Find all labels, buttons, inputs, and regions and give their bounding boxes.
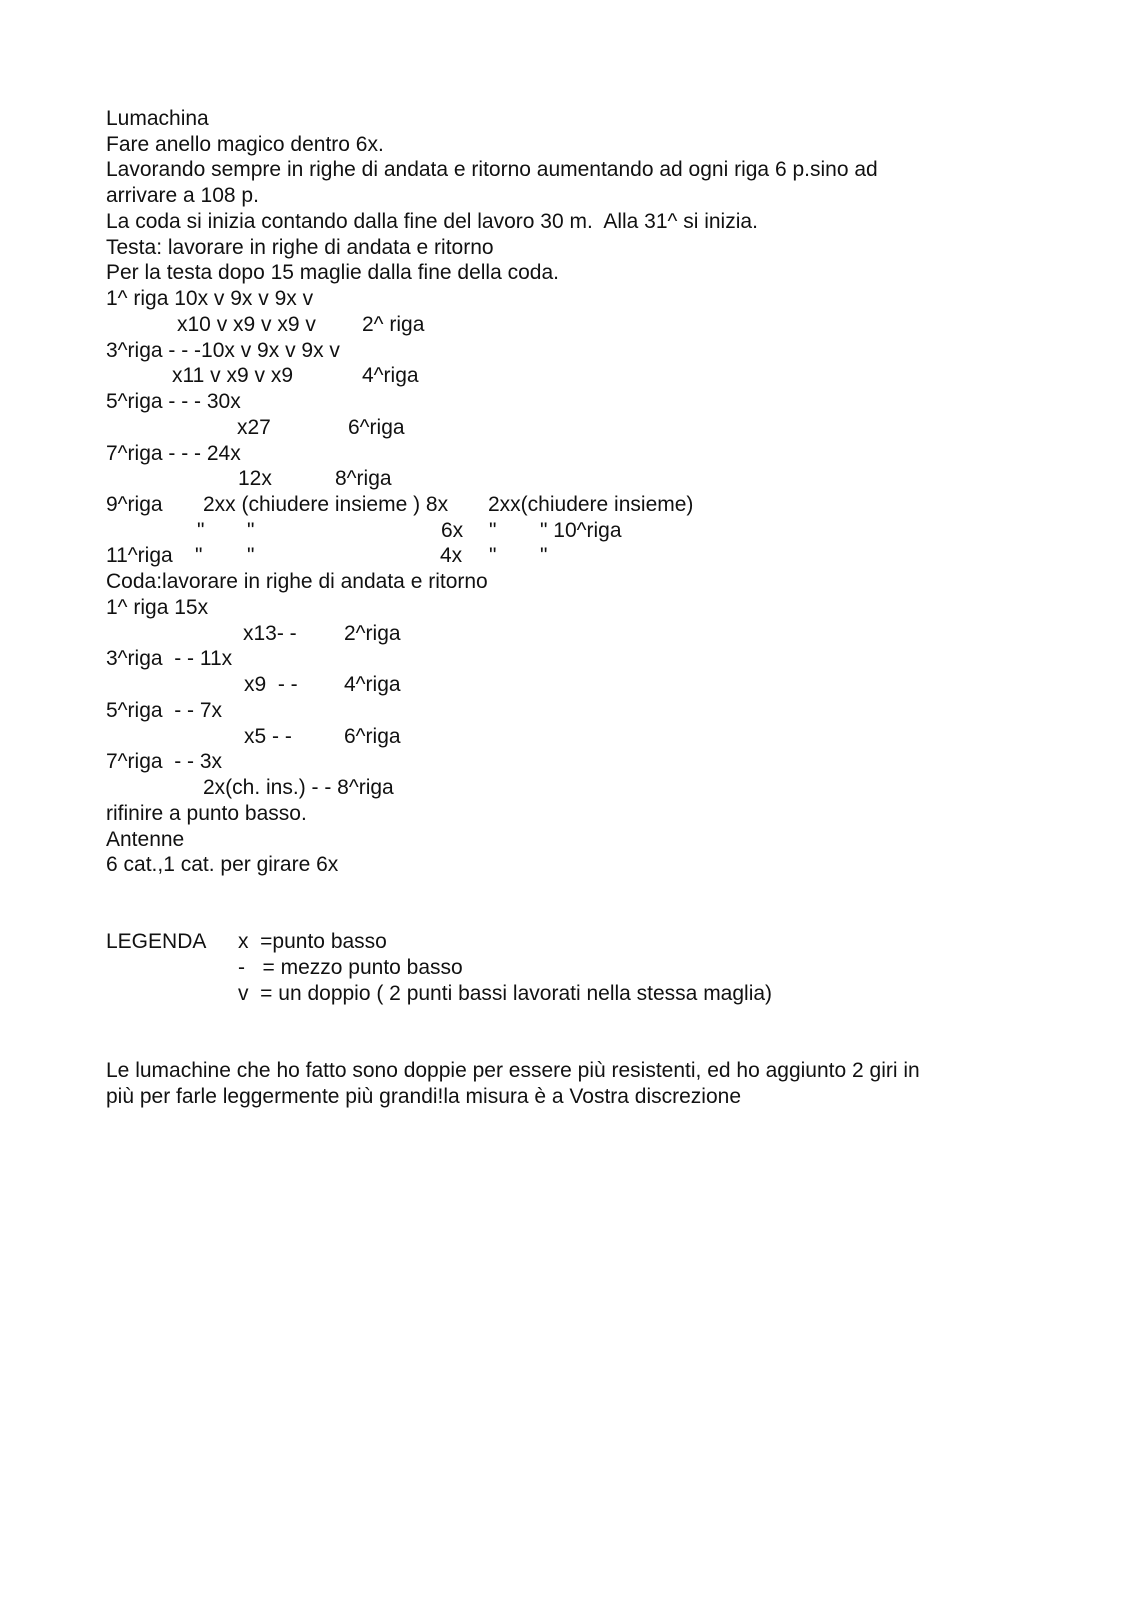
tail-row-1: 1^ riga 15x [106, 596, 209, 619]
intro-line: Testa: lavorare in righe di andata e ritorno [106, 236, 494, 259]
ditto-mark: " [247, 519, 255, 542]
ditto-mark: " [540, 544, 548, 567]
tail-heading: Coda:lavorare in righe di andata e ritorno [106, 570, 488, 593]
head-row-2-stitches: x10 v x9 v x9 v [177, 313, 316, 336]
head-row-9-part-a: 2xx (chiudere insieme ) 8x [203, 493, 449, 516]
head-row-9-part-b: 2xx(chiudere insieme) [488, 493, 694, 516]
head-row-6-stitches: x27 [237, 416, 271, 439]
tail-row-2-stitches: x13- - [243, 622, 297, 645]
tail-row-6-label: 6^riga [344, 725, 401, 748]
head-row-9-label: 9^riga [106, 493, 163, 516]
antennae-heading: Antenne [106, 828, 185, 851]
intro-line: Per la testa dopo 15 maglie dalla fine della coda. [106, 261, 559, 284]
head-row-8-label: 8^riga [335, 467, 392, 490]
head-row-1: 1^ riga 10x v 9x v 9x v [106, 287, 314, 310]
intro-line: arrivare a 108 p. [106, 184, 259, 207]
head-row-8-stitches: 12x [238, 467, 272, 490]
finish-line: rifinire a punto basso. [106, 802, 307, 825]
head-row-10-label: " 10^riga [540, 519, 622, 542]
head-row-6-label: 6^riga [348, 416, 405, 439]
tail-row-2-label: 2^riga [344, 622, 401, 645]
intro-line: Fare anello magico dentro 6x. [106, 133, 384, 156]
ditto-mark: " [489, 544, 497, 567]
tail-row-8: 2x(ch. ins.) - - 8^riga [203, 776, 394, 799]
legend-label: LEGENDA [106, 930, 207, 953]
tail-row-5: 5^riga - - 7x [106, 699, 223, 722]
head-row-2-label: 2^ riga [362, 313, 425, 336]
head-row-10-count: 6x [441, 519, 464, 542]
tail-row-6-stitches: x5 - - [244, 725, 292, 748]
legend-item: x =punto basso [238, 930, 387, 953]
head-row-11-label: 11^riga [106, 544, 173, 567]
tail-row-4-label: 4^riga [344, 673, 401, 696]
ditto-mark: " [197, 519, 205, 542]
tail-row-4-stitches: x9 - - [244, 673, 298, 696]
head-row-7: 7^riga - - - 24x [106, 442, 241, 465]
legend-item: v = un doppio ( 2 punti bassi lavorati nella stessa maglia) [238, 982, 773, 1005]
head-row-3: 3^riga - - -10x v 9x v 9x v [106, 339, 340, 362]
document-title: Lumachina [106, 107, 209, 130]
head-row-4-stitches: x11 v x9 v x9 [172, 364, 293, 387]
ditto-mark: " [195, 544, 203, 567]
note-line: più per farle leggermente più grandi!la misura è a Vostra discrezione [106, 1085, 742, 1108]
note-line: Le lumachine che ho fatto sono doppie per essere più resistenti, ed ho aggiunto 2 giri in [106, 1059, 920, 1082]
head-row-4-label: 4^riga [362, 364, 419, 387]
tail-row-7: 7^riga - - 3x [106, 750, 223, 773]
head-row-5: 5^riga - - - 30x [106, 390, 241, 413]
ditto-mark: " [247, 544, 255, 567]
tail-row-3: 3^riga - - 11x [106, 647, 233, 670]
ditto-mark: " [489, 519, 497, 542]
intro-line: La coda si inizia contando dalla fine del lavoro 30 m. Alla 31^ si inizia. [106, 210, 758, 233]
head-row-11-count: 4x [440, 544, 463, 567]
antennae-line: 6 cat.,1 cat. per girare 6x [106, 853, 339, 876]
intro-line: Lavorando sempre in righe di andata e ritorno aumentando ad ogni riga 6 p.sino ad [106, 158, 878, 181]
legend-item: - = mezzo punto basso [238, 956, 463, 979]
